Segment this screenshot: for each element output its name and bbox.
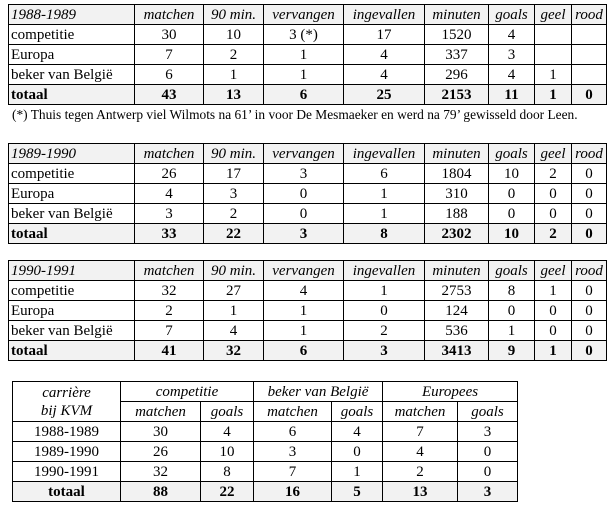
col-goals: goals [489, 144, 535, 164]
header-row [9, 144, 607, 164]
cell: 1 [344, 281, 425, 301]
col-ingevallen: ingevallen [344, 5, 425, 25]
cell: 7 [135, 45, 204, 65]
sub-goals: goals [458, 402, 518, 422]
table-row [9, 321, 607, 341]
sub-goals: goals [201, 402, 254, 422]
col-vervangen: vervangen [264, 5, 344, 25]
cell: 6 [254, 422, 332, 442]
cell: 26 [121, 442, 201, 462]
col-matchen: matchen [135, 261, 204, 281]
cell: 4 [383, 442, 458, 462]
header-row [9, 5, 607, 25]
row-label: competitie [9, 25, 135, 45]
cell: 6 [264, 341, 344, 361]
cell: 22 [204, 224, 264, 244]
cell: 0 [572, 184, 607, 204]
cell: 0 [535, 321, 572, 341]
row-label: beker van België [9, 65, 135, 85]
table-row [13, 442, 518, 462]
cell: 2 [204, 45, 264, 65]
cell: 0 [332, 442, 383, 462]
cell [572, 65, 607, 85]
season-table-1990-1991 [8, 260, 607, 361]
cell: 10 [201, 442, 254, 462]
cell: 2302 [425, 224, 489, 244]
table-row [9, 25, 607, 45]
cell: 5 [332, 482, 383, 502]
cell: 30 [121, 422, 201, 442]
cell: 17 [204, 164, 264, 184]
cell: 0 [458, 442, 518, 462]
cell: 3 [344, 341, 425, 361]
season-title: 1989-1990 [9, 144, 135, 164]
cell: 1804 [425, 164, 489, 184]
cell: 0 [572, 301, 607, 321]
cell: 13 [204, 85, 264, 105]
total-label: totaal [9, 341, 135, 361]
cell: 0 [572, 281, 607, 301]
cell: 4 [204, 321, 264, 341]
cell: 0 [572, 204, 607, 224]
cell: 0 [535, 204, 572, 224]
cell: 10 [489, 164, 535, 184]
career-title-line1: carrière [42, 384, 91, 401]
cell: 1 [535, 85, 572, 105]
sub-matchen: matchen [383, 402, 458, 422]
cell: 2 [344, 321, 425, 341]
cell: 6 [264, 85, 344, 105]
col-vervangen: vervangen [264, 261, 344, 281]
cell: 10 [204, 25, 264, 45]
cell: 1 [489, 321, 535, 341]
cell: 7 [135, 321, 204, 341]
cell: 11 [489, 85, 535, 105]
cell: 7 [383, 422, 458, 442]
cell: 1 [204, 301, 264, 321]
cell: 310 [425, 184, 489, 204]
cell: 26 [135, 164, 204, 184]
total-row [9, 85, 607, 105]
cell: 22 [201, 482, 254, 502]
career-table [12, 381, 518, 502]
cell: 2 [204, 204, 264, 224]
cell: 41 [135, 341, 204, 361]
career-season: 1989-1990 [13, 442, 121, 462]
cell: 0 [572, 164, 607, 184]
cell [572, 45, 607, 65]
cell: 1 [264, 321, 344, 341]
cell: 4 [135, 184, 204, 204]
row-label: Europa [9, 45, 135, 65]
table-row [13, 462, 518, 482]
cell: 1520 [425, 25, 489, 45]
cell: 88 [121, 482, 201, 502]
cell: 4 [201, 422, 254, 442]
cell: 1 [535, 65, 572, 85]
cell: 33 [135, 224, 204, 244]
table-row [9, 281, 607, 301]
col-geel: geel [535, 144, 572, 164]
table-row [9, 204, 607, 224]
cell: 8 [201, 462, 254, 482]
cell: 2 [535, 224, 572, 244]
cell: 3 [254, 442, 332, 462]
group-europees: Europees [383, 382, 518, 402]
cell: 3 [264, 224, 344, 244]
cell: 337 [425, 45, 489, 65]
cell: 1 [264, 65, 344, 85]
cell: 4 [489, 25, 535, 45]
cell: 10 [489, 224, 535, 244]
header-row [9, 261, 607, 281]
total-row [9, 224, 607, 244]
table-row [9, 45, 607, 65]
col-rood: rood [572, 261, 607, 281]
col-goals: goals [489, 261, 535, 281]
career-title [13, 382, 121, 422]
cell: 30 [135, 25, 204, 45]
col-minuten: minuten [425, 144, 489, 164]
cell: 3 [489, 45, 535, 65]
group-competitie: competitie [121, 382, 254, 402]
cell: 4 [489, 65, 535, 85]
cell: 9 [489, 341, 535, 361]
cell: 0 [458, 462, 518, 482]
season-table-1989-1990 [8, 143, 607, 244]
cell: 2 [135, 301, 204, 321]
career-season: 1990-1991 [13, 462, 121, 482]
row-label: beker van België [9, 321, 135, 341]
cell: 2153 [425, 85, 489, 105]
cell: 536 [425, 321, 489, 341]
cell: 296 [425, 65, 489, 85]
col-90min: 90 min. [204, 261, 264, 281]
cell: 0 [572, 321, 607, 341]
col-rood: rood [572, 144, 607, 164]
cell: 1 [344, 184, 425, 204]
season-title: 1988-1989 [9, 5, 135, 25]
row-label: competitie [9, 164, 135, 184]
col-matchen: matchen [135, 5, 204, 25]
col-vervangen: vervangen [264, 144, 344, 164]
cell: 8 [344, 224, 425, 244]
col-minuten: minuten [425, 5, 489, 25]
career-title-line2: bij KVM [40, 402, 93, 419]
cell: 25 [344, 85, 425, 105]
cell: 3 [264, 164, 344, 184]
cell: 3413 [425, 341, 489, 361]
cell [535, 45, 572, 65]
cell [572, 25, 607, 45]
col-minuten: minuten [425, 261, 489, 281]
cell: 2753 [425, 281, 489, 301]
table-row [9, 164, 607, 184]
cell: 4 [344, 65, 425, 85]
cell: 1 [344, 204, 425, 224]
row-label: Europa [9, 301, 135, 321]
cell: 124 [425, 301, 489, 321]
cell: 1 [264, 301, 344, 321]
cell: 0 [344, 301, 425, 321]
career-season: 1988-1989 [13, 422, 121, 442]
cell: 1 [264, 45, 344, 65]
cell: 0 [572, 224, 607, 244]
sub-goals: goals [332, 402, 383, 422]
col-90min: 90 min. [204, 144, 264, 164]
cell: 3 [458, 482, 518, 502]
footnote: (*) Thuis tegen Antwerp viel Wilmots na 61’ in voor De Mesmaeker en werd na 79’ gewisseld door Leen. [12, 107, 578, 122]
cell [535, 25, 572, 45]
cell: 32 [204, 341, 264, 361]
sub-matchen: matchen [121, 402, 201, 422]
group-beker: beker van België [254, 382, 383, 402]
col-rood: rood [572, 5, 607, 25]
cell: 27 [204, 281, 264, 301]
cell: 0 [535, 301, 572, 321]
sub-matchen: matchen [254, 402, 332, 422]
col-90min: 90 min. [204, 5, 264, 25]
cell: 7 [254, 462, 332, 482]
col-ingevallen: ingevallen [344, 144, 425, 164]
col-ingevallen: ingevallen [344, 261, 425, 281]
cell: 0 [264, 184, 344, 204]
row-label: Europa [9, 184, 135, 204]
cell: 6 [344, 164, 425, 184]
cell: 2 [383, 462, 458, 482]
cell: 4 [332, 422, 383, 442]
col-geel: geel [535, 5, 572, 25]
cell: 32 [135, 281, 204, 301]
cell: 1 [535, 281, 572, 301]
total-label: totaal [13, 482, 121, 502]
season-table-1988-1989 [8, 4, 607, 105]
cell: 0 [535, 184, 572, 204]
cell: 1 [332, 462, 383, 482]
cell: 43 [135, 85, 204, 105]
col-matchen: matchen [135, 144, 204, 164]
total-label: totaal [9, 85, 135, 105]
cell: 16 [254, 482, 332, 502]
total-label: totaal [9, 224, 135, 244]
cell: 2 [535, 164, 572, 184]
cell: 17 [344, 25, 425, 45]
career-header-groups [13, 382, 518, 402]
cell: 32 [121, 462, 201, 482]
table-row [9, 184, 607, 204]
cell: 6 [135, 65, 204, 85]
row-label: competitie [9, 281, 135, 301]
cell: 188 [425, 204, 489, 224]
cell: 0 [572, 85, 607, 105]
total-row [13, 482, 518, 502]
cell: 3 [204, 184, 264, 204]
cell: 0 [489, 301, 535, 321]
cell: 3 [135, 204, 204, 224]
cell: 0 [489, 204, 535, 224]
cell: 4 [264, 281, 344, 301]
table-row [9, 65, 607, 85]
cell: 3 [458, 422, 518, 442]
cell: 4 [344, 45, 425, 65]
row-label: beker van België [9, 204, 135, 224]
cell: 0 [572, 341, 607, 361]
table-row [9, 301, 607, 321]
cell: 0 [489, 184, 535, 204]
cell: 1 [535, 341, 572, 361]
cell: 3 (*) [264, 25, 344, 45]
cell: 8 [489, 281, 535, 301]
season-title: 1990-1991 [9, 261, 135, 281]
col-goals: goals [489, 5, 535, 25]
cell: 13 [383, 482, 458, 502]
total-row [9, 341, 607, 361]
table-row [13, 422, 518, 442]
cell: 0 [264, 204, 344, 224]
cell: 1 [204, 65, 264, 85]
col-geel: geel [535, 261, 572, 281]
